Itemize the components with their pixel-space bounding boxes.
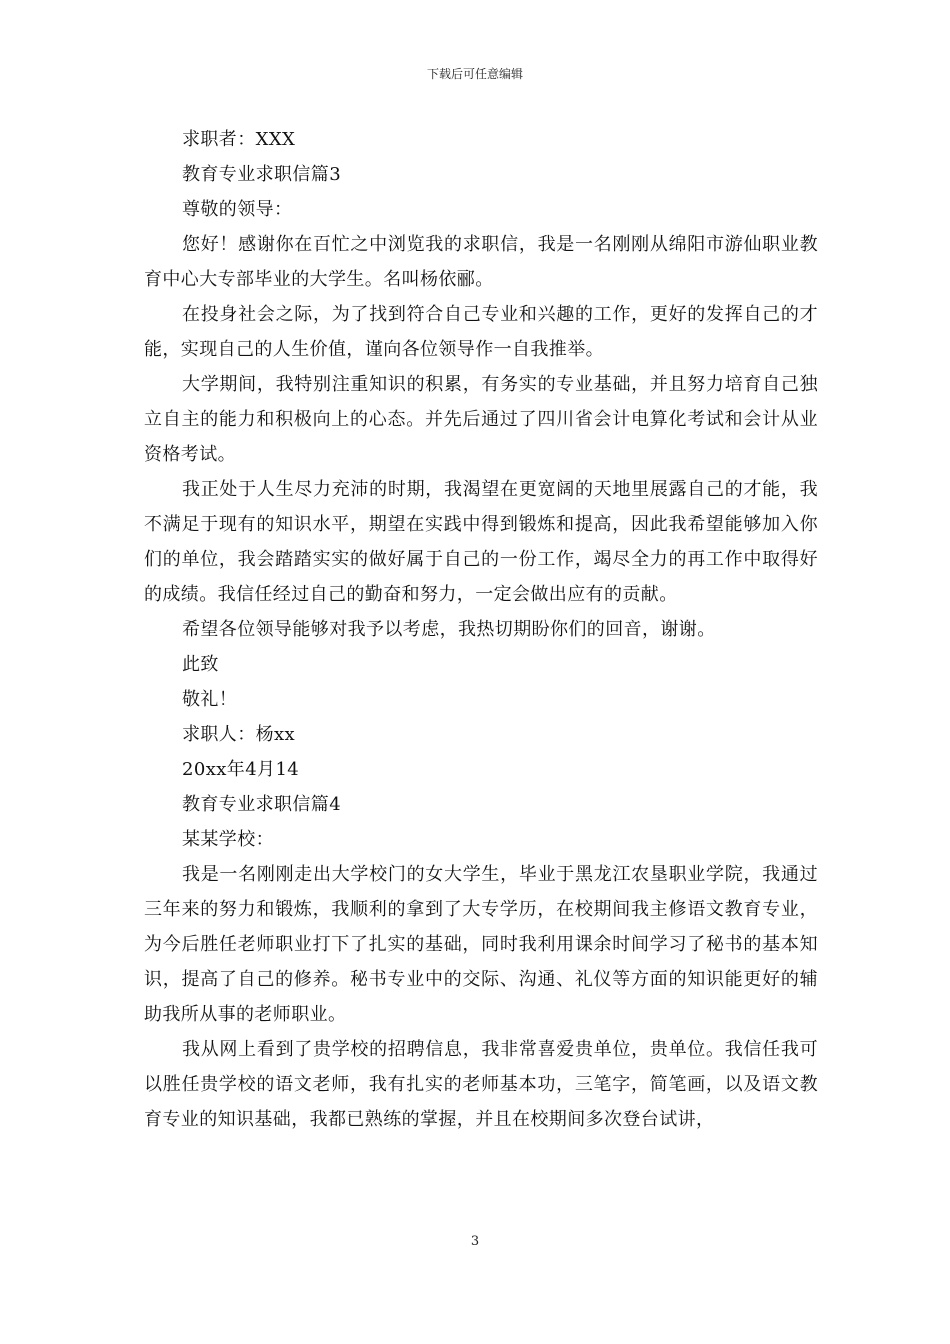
body-paragraph: 您好！感谢你在百忙之中浏览我的求职信，我是一名刚刚从绵阳市游仙职业教育中心大专部毕业的大学生。名叫杨依郦。 bbox=[144, 234, 818, 290]
body-paragraph: 大学期间，我特别注重知识的积累，有务实的专业基础，并且努力培育自己独立自主的能力和积极向上的心态。并先后通过了四川省会计电算化考试和会计从业资格考试。 bbox=[144, 374, 818, 465]
body-paragraph: 希望各位领导能够对我予以考虑，我热切期盼你们的回音，谢谢。 bbox=[182, 619, 716, 640]
salutation: 尊敬的领导： bbox=[182, 199, 293, 220]
page-number: 3 bbox=[470, 1234, 480, 1249]
document-body bbox=[144, 122, 818, 1137]
closing-regards: 敬礼！ bbox=[182, 689, 238, 710]
letter-date: 20xx年4月14 bbox=[182, 759, 300, 780]
page-header-note: 下载后可任意编辑 bbox=[426, 67, 523, 81]
closing-line: 此致 bbox=[182, 654, 219, 675]
applicant-name: 求职人：杨xx bbox=[182, 724, 296, 745]
body-paragraph: 我是一名刚刚走出大学校门的女大学生，毕业于黑龙江农垦职业学院，我通过三年来的努力和锻炼，我顺利的拿到了大专学历，在校期间我主修语文教育专业，为今后胜任老师职业打下了扎实的基础，同时我利用课余时间学习了秘书的基本知识，提高了自己的修养。秘书专业中的交际、沟通、礼仪等方面的知识能更好的辅助我所从事的老师职业。 bbox=[144, 864, 818, 1025]
body-paragraph: 我从网上看到了贵学校的招聘信息，我非常喜爱贵单位，贵单位。我信任我可以胜任贵学校的语文老师，我有扎实的老师基本功，三笔字，简笔画，以及语文教育专业的知识基础，我都已熟练的掌握，并且在校期间多次登台试讲， bbox=[144, 1039, 818, 1130]
section-title-3: 教育专业求职信篇3 bbox=[182, 164, 342, 185]
body-paragraph: 我正处于人生尽力充沛的时期，我渴望在更宽阔的天地里展露自己的才能，我不满足于现有的知识水平，期望在实践中得到锻炼和提高，因此我希望能够加入你们的单位，我会踏踏实实的做好属于自己的一份工作，竭尽全力的再工作中取得好的成绩。我信任经过自己的勤奋和努力，一定会做出应有的贡献。 bbox=[144, 479, 818, 605]
applicant-signature-line: 求职者：XXX bbox=[182, 129, 296, 150]
body-paragraph: 在投身社会之际，为了找到符合自己专业和兴趣的工作，更好的发挥自己的才能，实现自己的人生价值，谨向各位领导作一自我推举。 bbox=[144, 304, 818, 360]
salutation: 某某学校： bbox=[182, 829, 274, 850]
section-title-4: 教育专业求职信篇4 bbox=[182, 794, 342, 815]
